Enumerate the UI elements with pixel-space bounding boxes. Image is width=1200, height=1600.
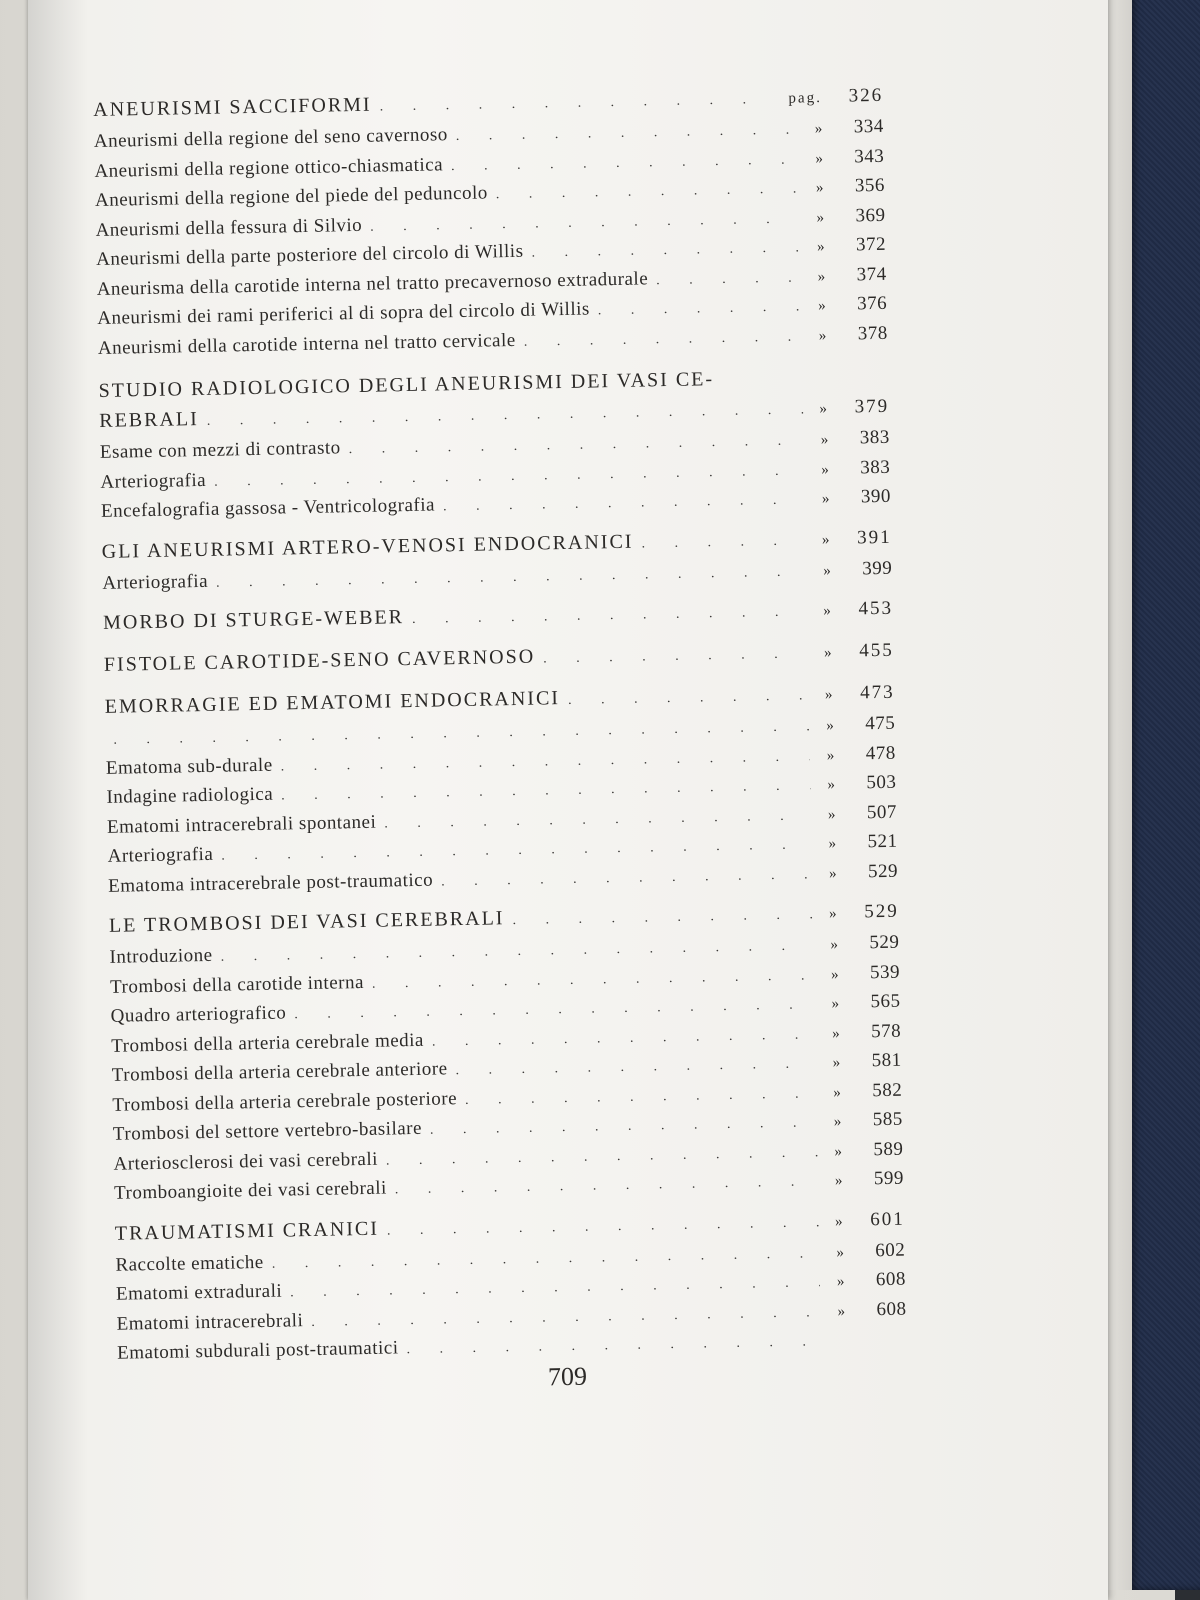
toc-page-number: 369: [855, 204, 886, 226]
toc-entry-title: Ematomi extradurali: [115, 1280, 283, 1305]
page-marker: »: [819, 400, 830, 418]
toc-entry-title: Trombosi del settore vertebro-basilare: [112, 1117, 423, 1145]
toc-page-number: 608: [876, 1298, 907, 1320]
toc-entry-title: Aneurismi dei rami periferici al di sopra del circolo di Willis: [97, 298, 590, 329]
page-marker: »: [818, 297, 827, 315]
toc-page-number: 521: [867, 830, 898, 853]
toc-page-number: 383: [859, 426, 890, 449]
page-marker: »: [817, 268, 826, 285]
dot-leader: [443, 486, 805, 520]
toc-page-number: 503: [866, 771, 897, 794]
page-marker: »: [824, 686, 835, 704]
binding-shadow: [28, 0, 88, 1600]
toc-page-number: 473: [859, 681, 895, 704]
toc-entry-title: Arteriografia: [100, 469, 207, 493]
toc-entry-title: Esame con mezzi di contrasto: [99, 437, 341, 463]
toc-page-number: 578: [870, 1020, 902, 1042]
toc-page-number: 475: [865, 712, 896, 735]
dot-leader: [523, 323, 802, 356]
toc-entry-title: MORBO DI STURGE-WEBER: [102, 606, 405, 634]
toc-section-row: [104, 635, 894, 683]
toc-entry-title: Tromboangioite dei vasi cerebrali: [113, 1177, 388, 1204]
toc-entry-title: Aneurismi della regione del seno cavernoso: [93, 124, 448, 152]
page-marker: »: [823, 602, 833, 620]
page-marker: »: [826, 747, 835, 764]
toc-page-number: 343: [854, 145, 885, 167]
toc-page-number: 565: [870, 990, 901, 1013]
toc-entry-title: Aneurismi della regione ottico-chiasmatica: [94, 153, 444, 182]
toc-page-number: 599: [873, 1167, 905, 1190]
dot-leader: [543, 639, 808, 674]
dot-leader: [531, 234, 800, 267]
toc-entry-title: Aneurismi della carotide interna nel tratto cervicale: [97, 329, 516, 359]
page-marker: »: [816, 238, 826, 256]
toc-page-number: 378: [857, 322, 888, 344]
toc-entry-title: Aneurismi della fessura di Silvio: [95, 214, 363, 241]
toc-page-number: 391: [856, 526, 892, 548]
page-marker: »: [828, 905, 839, 923]
table-of-contents: [93, 80, 907, 1369]
page-marker: »: [816, 209, 825, 226]
toc-entry-title: Ematomi intracerebrali spontanei: [106, 811, 377, 838]
toc-entry-title: Trombosi della arteria cerebrale media: [111, 1029, 425, 1057]
toc-entry-title: Quadro arteriografico: [110, 1002, 287, 1027]
page-marker: »: [827, 806, 837, 823]
toc-entry-title: Introduzione: [109, 944, 213, 968]
toc-page-number: 376: [856, 292, 888, 315]
page-marker: »: [836, 1273, 846, 1290]
toc-entry-title: Arteriosclerosi dei vasi cerebrali: [113, 1148, 379, 1175]
toc-entry-title: REBRALI: [99, 408, 200, 432]
page-marker: »: [834, 1172, 844, 1189]
dot-leader: [568, 681, 809, 716]
page-marker: »: [828, 835, 837, 853]
toc-entry-title: Ematomi subdurali post-traumatici: [116, 1337, 399, 1364]
toc-page-number: 374: [856, 263, 887, 285]
toc-entry-title: Trombosi della carotide interna: [109, 971, 365, 998]
toc-entry-title: Indagine radiologica: [106, 783, 274, 808]
page-marker: »: [827, 776, 836, 794]
toc-entry-title: LE TROMBOSI DEI VASI CEREBRALI: [108, 907, 505, 937]
dot-leader: [512, 900, 813, 936]
page-marker: »: [833, 1084, 842, 1101]
page-marker: »: [831, 995, 840, 1012]
page-marker: »: [830, 966, 840, 983]
toc-entry-title: Ematoma intracerebrale post-traumatico: [107, 869, 434, 897]
toc-page-number: 383: [860, 456, 891, 478]
toc-entry-title: Ematoma sub-durale: [105, 754, 273, 779]
page-marker: »: [837, 1303, 846, 1320]
page-marker: pag.: [788, 90, 823, 107]
page-marker: »: [818, 327, 827, 344]
toc-page-number: 390: [860, 485, 892, 508]
page-marker: »: [831, 1025, 841, 1042]
toc-page-number: 399: [862, 557, 893, 579]
toc-entry-title: Aneurismi della parte posteriore del circolo di Willis: [95, 240, 524, 270]
dot-leader: [496, 175, 800, 208]
toc-entry-title: Arteriografia: [107, 843, 214, 867]
dot-leader: [395, 1168, 819, 1204]
toc-entry-title: ANEURISMI SACCIFORMI: [93, 93, 372, 121]
toc-page-number: 507: [866, 801, 898, 823]
dot-leader: [641, 526, 806, 559]
toc-page-number: 455: [859, 639, 895, 662]
toc-entry-title: Ematomi intracerebrali: [116, 1309, 304, 1335]
toc-entry-title: Aneurismi della regione del piede del peduncolo: [94, 182, 488, 211]
toc-entry-title: Trombosi della arteria cerebrale anteriore: [111, 1058, 448, 1086]
toc-page-number: 334: [853, 115, 884, 138]
page-marker: »: [823, 562, 832, 579]
toc-entry-title: Encefalografia gassosa - Ventricolografia: [100, 494, 436, 522]
page-marker: »: [828, 865, 838, 882]
toc-page-number: 372: [855, 233, 887, 256]
page-marker: »: [830, 936, 839, 953]
page-marker: »: [833, 1113, 843, 1130]
toc-entry-title: TRAUMATISMI CRANICI: [114, 1217, 380, 1245]
toc-page-number: 529: [869, 931, 900, 954]
page-marker: »: [815, 179, 825, 197]
toc-page-number: 356: [854, 174, 886, 197]
toc-page-number: 326: [848, 84, 884, 107]
toc-page-number: 539: [869, 961, 901, 983]
dot-leader: [441, 861, 812, 896]
toc-page-number: 478: [865, 742, 896, 764]
toc-page-number: 589: [873, 1138, 904, 1160]
toc-entry-title: GLI ANEURISMI ARTERO-VENOSI ENDOCRANICI: [101, 530, 634, 563]
toc-page-number: 582: [872, 1079, 903, 1101]
toc-entry-title: Aneurisma della carotide interna nel tratto precavernoso extradurale: [96, 267, 649, 300]
page-number: 709: [547, 1361, 588, 1392]
toc-page-number: 608: [875, 1268, 907, 1291]
page-marker: »: [826, 717, 835, 735]
toc-page-number: 581: [871, 1049, 902, 1072]
toc-page-number: 601: [870, 1208, 905, 1230]
page-marker: »: [815, 150, 824, 167]
toc-page-number: 529: [864, 900, 900, 923]
page-marker: »: [814, 120, 823, 138]
toc-page-number: 585: [872, 1108, 904, 1131]
toc-section-row: [103, 593, 893, 641]
page-marker: »: [836, 1244, 845, 1261]
dot-leader: [412, 597, 808, 635]
toc-entry-title: STUDIO RADIOLOGICO DEGLI ANEURISMI DEI VASI CE-: [98, 368, 715, 402]
toc-page-number: 602: [875, 1239, 906, 1261]
toc-entry-title: Raccolte ematiche: [115, 1251, 264, 1276]
dot-leader: [656, 264, 801, 294]
page-marker: »: [821, 490, 831, 508]
page-marker: »: [834, 1143, 843, 1160]
book-cover: [1128, 0, 1200, 1590]
toc-page-number: 379: [854, 395, 890, 418]
page-marker: »: [821, 531, 832, 548]
page-marker: »: [823, 644, 834, 662]
dot-leader: [598, 293, 802, 324]
page-marker: »: [820, 431, 829, 449]
toc-entry-title: Arteriografia: [102, 570, 209, 594]
toc-entry-title: Trombosi della arteria cerebrale posteriore: [112, 1087, 458, 1116]
toc-page-number: [855, 1344, 907, 1345]
toc-entry-title: FISTOLE CAROTIDE-SENO CAVERNOSO: [103, 645, 536, 676]
page-marker: »: [834, 1213, 845, 1230]
toc-entry-title: EMORRAGIE ED EMATOMI ENDOCRANICI: [104, 687, 561, 718]
toc-page-number: 453: [858, 597, 894, 620]
page-marker: »: [821, 461, 830, 478]
page-marker: »: [832, 1054, 841, 1071]
toc-page-number: 529: [867, 860, 899, 882]
